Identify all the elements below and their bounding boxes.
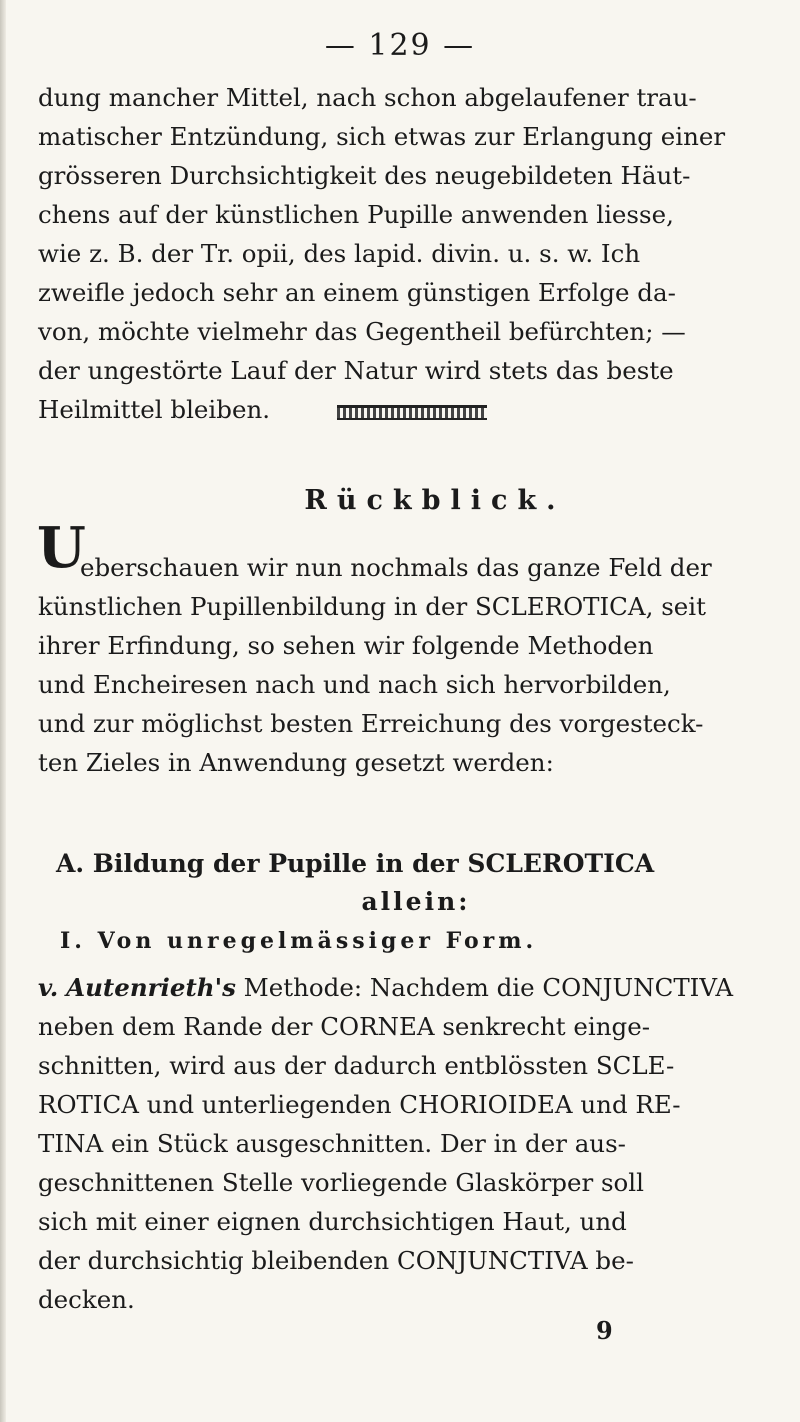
paragraph-3: [38, 968, 768, 1319]
section-a-line1: A. Bildung der Pupille in der SCLEROTICA: [56, 849, 655, 878]
text-line: [38, 968, 768, 1007]
text-line: der durchsichtig bleibenden CONJUNCTIVA be-: [38, 1246, 634, 1275]
text-line: und zur möglichst besten Erreichung des vorgesteck-: [38, 709, 704, 738]
text-line: geschnittenen Stelle vorliegende Glaskörper soll: [38, 1168, 644, 1197]
signature-mark: 9: [596, 1316, 613, 1345]
text-line: matischer Entzündung, sich etwas zur Erlangung einer: [38, 122, 726, 151]
text-line: decken.: [38, 1285, 135, 1314]
text-line: dung mancher Mittel, nach schon abgelaufener trau-: [38, 83, 697, 112]
text-line: und Encheiresen nach und nach sich hervorbilden,: [38, 670, 671, 699]
list-marker: v.: [38, 973, 59, 1002]
text-line: Heilmittel bleiben.: [38, 395, 271, 424]
text-line: ihrer Erfindung, so sehen wir folgende Methoden: [38, 631, 654, 660]
text-line: der ungestörte Lauf der Natur wird stets das beste: [38, 356, 674, 385]
text-line: neben dem Rande der CORNEA senkrecht einge-: [38, 1012, 650, 1041]
text-line: ROTICA und unterliegenden CHORIOIDEA und RE-: [38, 1090, 681, 1119]
text-line: grösseren Durchsichtigkeit des neugebildeten Häut-: [38, 161, 691, 190]
paragraph-2-first-line: [80, 548, 770, 587]
section-heading: Rückblick.: [304, 485, 566, 516]
paragraph-2: [38, 587, 768, 782]
text-line: zweifle jedoch sehr an einem günstigen Erfolge da-: [38, 278, 676, 307]
sub-heading: I. Von unregelmässiger Form.: [60, 928, 538, 954]
section-a-heading: [56, 845, 776, 921]
page-number: — 129 —: [324, 28, 476, 63]
ornamental-rule: [337, 405, 487, 420]
text-line: sich mit einer eignen durchsichtigen Haut, und: [38, 1207, 627, 1236]
paragraph-1: [38, 78, 768, 429]
text-line: ten Zieles in Anwendung gesetzt werden:: [38, 748, 554, 777]
text-line: schnitten, wird aus der dadurch entblössten SCLE-: [38, 1051, 675, 1080]
text-line: von, möchte vielmehr das Gegentheil befürchten; —: [38, 317, 686, 346]
text-line: TINA ein Stück ausgeschnitten. Der in der aus-: [38, 1129, 626, 1158]
text-line: wie z. B. der Tr. opii, des lapid. divin. u. s. w. Ich: [38, 239, 641, 268]
text-line: eberschauen wir nun nochmals das ganze Feld der: [80, 553, 712, 582]
section-a-line2: allein:: [361, 887, 471, 916]
text-line: chens auf der künstlichen Pupille anwenden liesse,: [38, 200, 674, 229]
text-span: Methode: Nachdem die CONJUNCTIVA: [243, 973, 734, 1002]
page-binding-edge: [0, 0, 6, 1422]
drop-initial: U: [37, 515, 86, 581]
author-name: Autenrieth's: [66, 973, 236, 1002]
text-line: künstlichen Pupillenbildung in der SCLEROTICA, seit: [38, 592, 706, 621]
